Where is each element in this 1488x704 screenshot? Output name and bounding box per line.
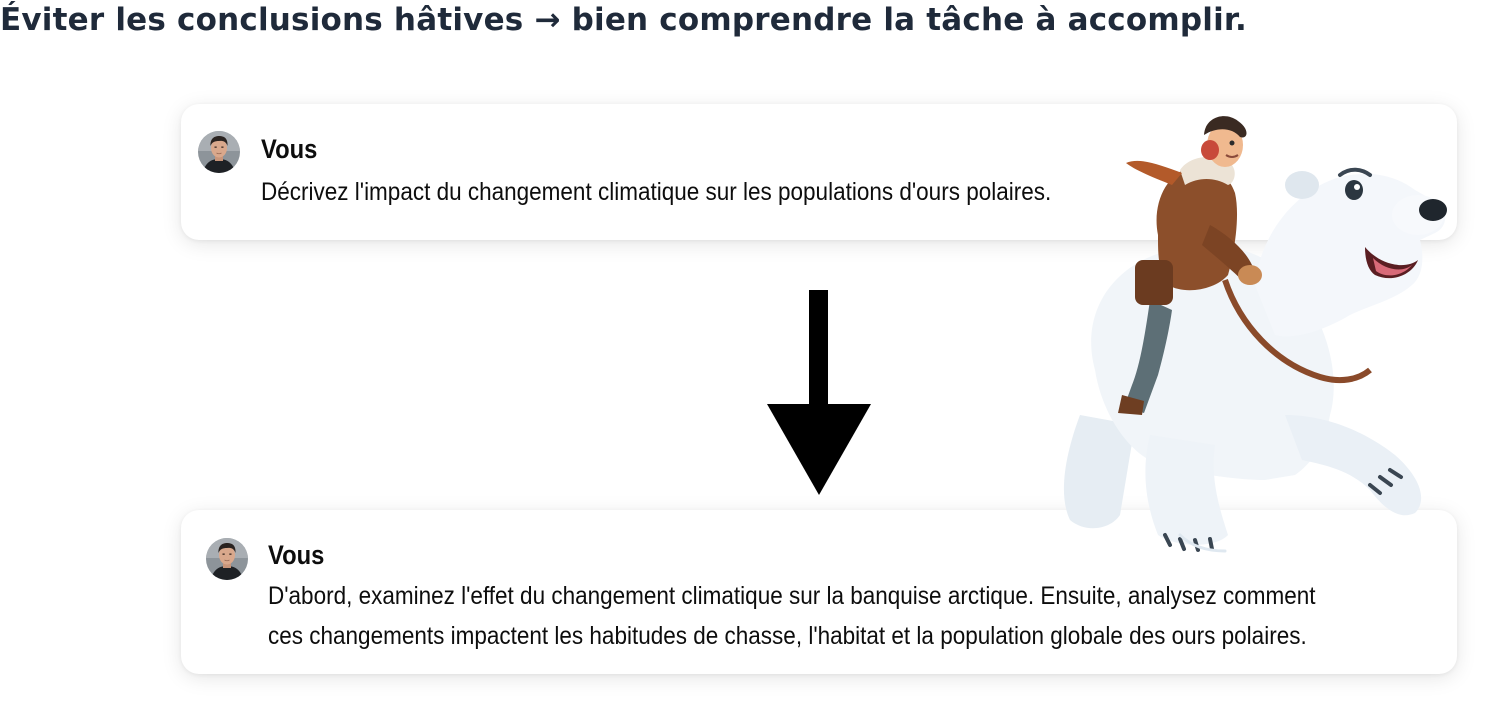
- explorer-riding-polar-bear-illustration: [1040, 115, 1460, 560]
- author-name: Vous: [268, 540, 325, 570]
- slide-title: Éviter les conclusions hâtives → bien comprendre la tâche à accomplir.: [0, 2, 1247, 38]
- prompt-text: [261, 172, 1051, 212]
- arrow-down-icon: [765, 288, 873, 503]
- prompt-line: D'abord, examinez l'effet du changement climatique sur la banquise arctique. Ensuite, analysez comment: [268, 582, 1316, 610]
- prompt-line: Décrivez l'impact du changement climatique sur les populations d'ours polaires.: [261, 178, 1052, 206]
- prompt-text: [268, 576, 1316, 656]
- author-name: Vous: [261, 134, 318, 164]
- prompt-line: ces changements impactent les habitudes de chasse, l'habitat et la population globale des ours polaires.: [268, 622, 1307, 650]
- user-avatar: [206, 538, 248, 580]
- user-avatar: [198, 131, 240, 173]
